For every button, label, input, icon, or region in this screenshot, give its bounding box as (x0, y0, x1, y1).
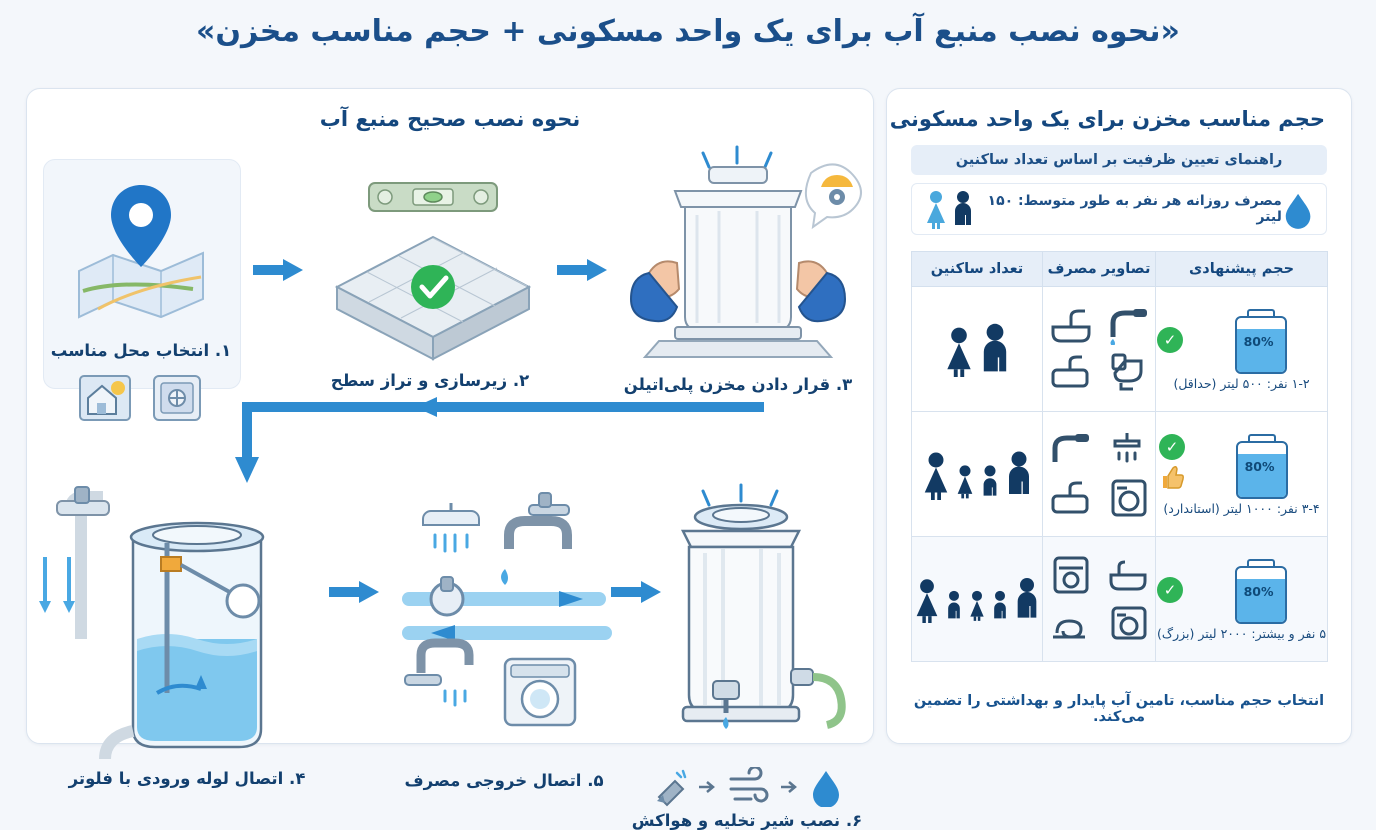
step4-group (37, 479, 337, 788)
capacity-guide-subtitle: راهنمای تعیین ظرفیت بر اساس تعداد ساکنین (911, 145, 1327, 175)
left-panel-title: نحوه نصب صحیح منبع آب (319, 107, 581, 131)
map-pin-icon (43, 159, 239, 337)
house-sun-icon (76, 370, 134, 426)
usage-icons-cell-row1 (1043, 287, 1156, 412)
step2-group (315, 175, 545, 390)
woman-icon (943, 325, 975, 377)
volume-cell-row3 (1156, 537, 1328, 662)
status-check-icon: ✓ (1159, 434, 1185, 460)
usage-people-icons (924, 189, 975, 229)
man-icon (1004, 448, 1034, 500)
woman-icon (921, 450, 951, 500)
faucet-icon (1047, 430, 1093, 470)
status-check-icon: ✓ (1157, 327, 1183, 353)
volume-cell-row2 (1156, 412, 1328, 537)
washbasin-icon (1047, 352, 1093, 392)
faucet-icon (501, 493, 569, 585)
residents-cell-row1 (912, 287, 1043, 412)
tank-volume-panel (886, 88, 1352, 744)
sink-icon (1047, 478, 1093, 518)
tank-fill-graphic (1232, 433, 1288, 497)
dishwasher-icon (1047, 554, 1093, 596)
tank-fill-graphic (1231, 558, 1287, 622)
sink-faucet-icon (405, 643, 469, 705)
tank-fill-graphic (1231, 308, 1287, 372)
helmet-gear-icon (806, 164, 861, 227)
volume-percent: 80% (1243, 333, 1274, 349)
man-icon (978, 321, 1012, 377)
arrow-right-small-icon-2 (697, 777, 719, 797)
woman-icon (924, 189, 948, 229)
toilet-icon (1105, 351, 1151, 393)
tank-drain-valve-icon (631, 469, 863, 769)
washing-machine-icon (1105, 477, 1151, 519)
status-check-icon: ✓ (1157, 577, 1183, 603)
volume-caption: ۳-۴ نفر: ۱۰۰۰ لیتر (استاندارد) (1163, 500, 1320, 516)
step6-group (631, 469, 863, 830)
arrow-step1-to-step2 (251, 257, 305, 287)
right-panel-title: حجم مناسب مخزن برای یک واحد مسکونی (889, 107, 1325, 131)
step3-label: ۳. قرار دادن مخزن پلی‌اتیلن (623, 375, 853, 394)
table-row (912, 287, 1328, 412)
table-header-row (912, 252, 1328, 287)
air-flow-icon (727, 767, 771, 807)
step6-label: ۶. نصب شیر تخلیه و هواکش (631, 811, 863, 830)
man-icon (951, 189, 975, 229)
footer-note: انتخاب حجم مناسب، تامین آب پایدار و بهداشتی را تضمین می‌کند. (913, 693, 1325, 725)
hose-icon (1047, 603, 1093, 643)
step5-label: ۵. اتصال خروجی مصرف (404, 771, 604, 790)
washing-machine-icon (505, 659, 575, 725)
water-tank-icon (613, 145, 863, 371)
step1-label: ۱. انتخاب محل مناسب (50, 341, 232, 360)
usage-icons-cell-row3 (1043, 537, 1156, 662)
concrete-slab-icon (315, 175, 545, 365)
header-volume: حجم پیشنهادی (1156, 252, 1328, 287)
tank-float-valve-icon (37, 479, 337, 769)
child-icon (967, 587, 987, 623)
volume-percent: 80% (1243, 583, 1274, 599)
water-drop-icon (1282, 189, 1314, 229)
shower-icon (1105, 429, 1151, 471)
faucet-drip-icon (1105, 305, 1151, 345)
step1-group (43, 159, 239, 426)
usage-icons-cell-row2 (1043, 412, 1156, 537)
bathtub-icon (1105, 555, 1151, 595)
volume-caption: ۱-۲ نفر: ۵۰۰ لیتر (حداقل) (1173, 375, 1310, 391)
arrow-right-small-icon (779, 777, 801, 797)
step3-group (613, 145, 863, 394)
page-title: «نحوه نصب منبع آب برای یک واحد مسکونی + حجم مناسب مخزن» (196, 14, 1180, 49)
step5-group (379, 483, 629, 790)
arrow-step2-to-step3 (555, 257, 609, 287)
child-icon (944, 587, 964, 623)
installation-steps-panel (26, 88, 874, 830)
header-usage-icons: تصاویر مصرف (1043, 252, 1156, 287)
step2-label: ۲. زیرسازی و تراز سطح (330, 371, 530, 390)
daily-usage-text: مصرف روزانه هر نفر به طور متوسط: ۱۵۰ لیتر (987, 193, 1282, 225)
step4-label: ۴. اتصال لوله ورودی با فلوتر (68, 769, 306, 788)
water-drop-icon (809, 767, 843, 807)
table-row (912, 412, 1328, 537)
thumbs-up-icon (1157, 464, 1185, 492)
residents-cell-row3 (912, 537, 1043, 662)
child-icon (979, 462, 1001, 500)
arrow-step4-to-step5 (327, 579, 381, 609)
woman-icon (913, 577, 941, 623)
child-icon (990, 587, 1010, 623)
washer-icon (1105, 602, 1151, 644)
volume-cell-row1 (1156, 287, 1328, 412)
child-icon (954, 462, 976, 500)
shower-icon (423, 503, 479, 551)
volume-table (911, 251, 1328, 662)
brush-icon (651, 767, 689, 807)
daily-usage-band (911, 183, 1327, 235)
consumption-outlets-icon (379, 483, 629, 769)
table-row (912, 537, 1328, 662)
volume-caption: ۵ نفر و بیشتر: ۲۰۰۰ لیتر (بزرگ) (1157, 625, 1327, 641)
man-icon (1013, 575, 1041, 623)
header-residents: تعداد ساکنین (912, 252, 1043, 287)
residents-cell-row2 (912, 412, 1043, 537)
volume-percent: 80% (1244, 458, 1275, 474)
sink-icon (1047, 305, 1093, 345)
